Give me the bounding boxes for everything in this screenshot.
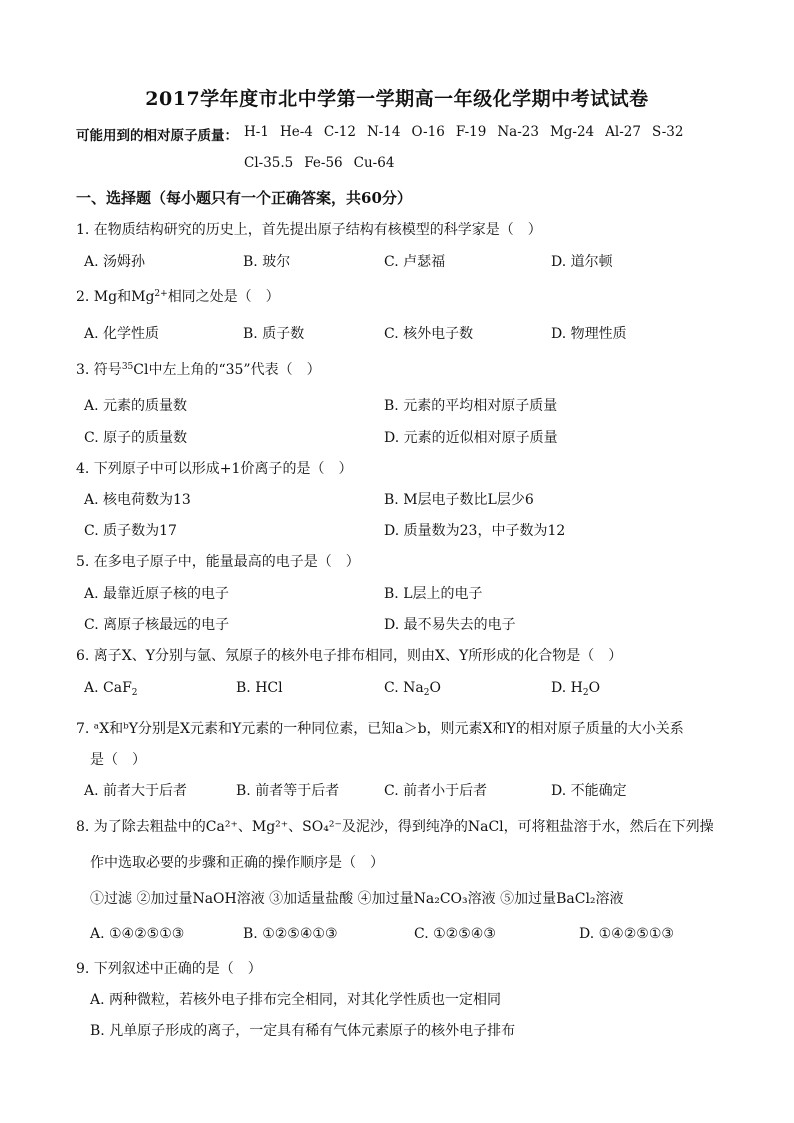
mass-number-superscript: 35 (121, 362, 134, 372)
atomic-mass: N-14 (366, 124, 401, 140)
question-5-stem: 5. 在多电子原子中，能量最高的电子是（ ） (76, 554, 360, 570)
question-6-option-c (384, 680, 441, 698)
question-2-option-a: A. 化学性质 (84, 326, 160, 342)
atomic-mass: Cu-64 (353, 155, 395, 171)
question-8-option-a: A. ①④②⑤①③ (90, 926, 185, 942)
question-8-option-d: D. ①④②⑤①③ (579, 926, 674, 942)
option-text: C. Na (384, 680, 424, 696)
charge-superscript: 2+ (154, 289, 168, 299)
question-6-option-b: B. HCl (236, 680, 283, 696)
question-3-stem (76, 359, 321, 379)
atomic-masses-line1 (244, 124, 694, 140)
question-1-stem: 1. 在物质结构研究的历史上，首先提出原子结构有核模型的科学家是（ ） (76, 222, 542, 238)
question-1-option-c: C. 卢瑟福 (384, 254, 446, 270)
question-7-stem-line1: 7. ᵃX和ᵇY分别是X元素和Y元素的一种同位素，已知a＞b，则元素X和Y的相对原子质量的大小关系 (76, 721, 684, 737)
atomic-mass: F-19 (455, 124, 487, 140)
question-4-option-c: C. 质子数为17 (84, 523, 177, 539)
question-5-option-b: B. L层上的电子 (384, 586, 483, 602)
question-9-stem: 9. 下列叙述中正确的是（ ） (76, 961, 262, 977)
question-1-option-d: D. 道尔顿 (551, 254, 613, 270)
question-3-option-b: B. 元素的平均相对原子质量 (384, 398, 558, 414)
atomic-masses-line2 (244, 155, 405, 171)
question-8-option-c: C. ①②⑤④③ (414, 926, 496, 942)
question-7-option-c: C. 前者小于后者 (384, 783, 488, 799)
subscript: 2 (582, 688, 589, 698)
question-3-option-a: A. 元素的质量数 (84, 398, 188, 414)
atomic-mass: H-1 (244, 124, 269, 140)
question-6-stem: 6. 离子X、Y分别与氩、氖原子的核外电子排布相同，则由X、Y所形成的化合物是（ ） (76, 648, 623, 664)
section-heading: 一、选择题（每小题只有一个正确答案，共60分） (76, 189, 412, 207)
atomic-mass: Fe-56 (304, 155, 343, 171)
question-7-option-d: D. 不能确定 (551, 783, 627, 799)
question-4-option-d: D. 质量数为23，中子数为12 (384, 523, 566, 539)
question-5-option-a: A. 最靠近原子核的电子 (84, 586, 230, 602)
question-3-stem-pre: 3. 符号 (76, 362, 122, 378)
question-5-option-c: C. 离原子核最远的电子 (84, 617, 230, 633)
question-2-option-d: D. 物理性质 (551, 326, 627, 342)
question-4-option-b: B. M层电子数比L层少6 (384, 492, 534, 508)
question-2-stem-pre: 2. Mg和Mg (76, 289, 155, 305)
question-6-option-d (551, 680, 600, 698)
question-5-option-d: D. 最不易失去的电子 (384, 617, 516, 633)
atomic-mass: Mg-24 (549, 124, 595, 140)
atomic-mass: C-12 (323, 124, 356, 140)
question-3-option-c: C. 原子的质量数 (84, 430, 188, 446)
option-text: A. CaF (84, 680, 132, 696)
question-3-option-d: D. 元素的近似相对原子质量 (384, 430, 558, 446)
question-9-option-a: A. 两种微粒，若核外电子排布完全相同，对其化学性质也一定相同 (90, 992, 502, 1008)
question-8-steps: ①过滤 ②加过量NaOH溶液 ③加适量盐酸 ④加过量Na₂CO₃溶液 ⑤加过量BaCl₂溶液 (90, 891, 624, 907)
atomic-mass: S-32 (651, 124, 684, 140)
question-7-stem-line2: 是（ ） (90, 752, 146, 768)
question-7-option-b: B. 前者等于后者 (236, 783, 340, 799)
question-1-option-b: B. 玻尔 (243, 254, 291, 270)
atomic-mass: Al-27 (605, 124, 641, 140)
atomic-masses-label: 可能用到的相对原子质量： (76, 128, 238, 144)
atomic-mass: Na-23 (497, 124, 539, 140)
question-2-stem-post: 相同之处是（ ） (167, 289, 280, 305)
question-7-option-a: A. 前者大于后者 (84, 783, 188, 799)
question-1-option-a: A. 汤姆孙 (84, 254, 146, 270)
question-2-stem (76, 286, 280, 306)
question-6-option-a (84, 680, 138, 698)
atomic-mass: He-4 (279, 124, 313, 140)
question-4-stem: 4. 下列原子中可以形成+1价离子的是（ ） (76, 461, 353, 477)
exam-title: 2017学年度市北中学第一学期高一年级化学期中考试试卷 (145, 88, 649, 110)
question-9-option-b: B. 凡单原子形成的离子，一定具有稀有气体元素原子的核外电子排布 (90, 1023, 516, 1039)
question-2-option-c: C. 核外电子数 (384, 326, 474, 342)
question-3-stem-post: Cl中左上角的“35”代表（ ） (133, 362, 321, 378)
atomic-mass: O-16 (411, 124, 445, 140)
question-8-stem-line1: 8. 为了除去粗盐中的Ca²⁺、Mg²⁺、SO₄²⁻及泥沙，得到纯净的NaCl，可将粗盐溶于水，然后在下列操 (76, 819, 714, 835)
question-8-option-b: B. ①②⑤④①③ (243, 926, 338, 942)
option-text: D. H (551, 680, 583, 696)
option-text: O (429, 680, 441, 696)
atomic-mass: Cl-35.5 (244, 155, 294, 171)
question-2-option-b: B. 质子数 (243, 326, 305, 342)
question-8-stem-line2: 作中选取必要的步骤和正确的操作顺序是（ ） (90, 855, 384, 871)
subscript: 2 (423, 688, 430, 698)
question-4-option-a: A. 核电荷数为13 (84, 492, 191, 508)
subscript: 2 (131, 688, 138, 698)
option-text: O (588, 680, 601, 696)
